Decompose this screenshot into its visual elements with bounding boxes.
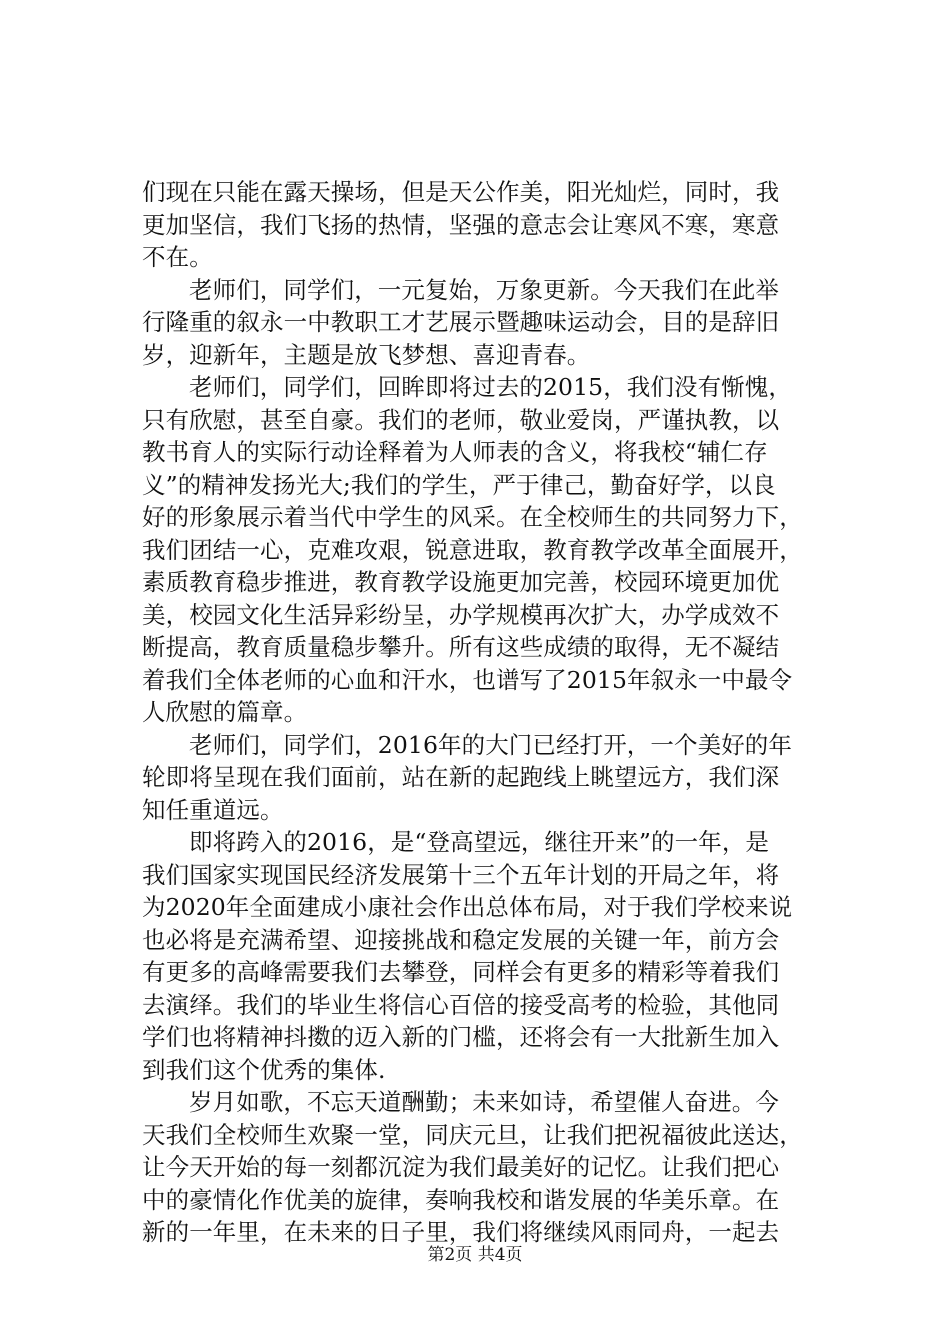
text-line: 断提高，教育质量稳步攀升。所有这些成绩的取得，无不凝结 xyxy=(142,633,780,661)
text-line: 去演绎。我们的毕业生将信心百倍的接受高考的检验，其他同 xyxy=(142,990,780,1019)
text-line: 更加坚信，我们飞扬的热情，坚强的意志会让寒风不寒，寒意 xyxy=(142,210,780,239)
text-line: 只有欣慰，甚至自豪。我们的老师，敬业爱岗，严谨执教，以 xyxy=(142,405,780,434)
text-line: 轮即将呈现在我们面前，站在新的起跑线上眺望远方，我们深 xyxy=(142,763,780,791)
text-line: 义”的精神发扬光大;我们的学生，严于律己，勤奋好学，以良 xyxy=(142,470,776,499)
text-line: 岁月如歌，不忘天道酬勤；未来如诗，希望催人奋进。今 xyxy=(189,1088,779,1116)
text-line: 行隆重的叙永一中教职工才艺展示暨趣味运动会，目的是辞旧 xyxy=(142,308,780,336)
text-line: 美，校园文化生活异彩纷呈，办学规模再次扩大，办学成效不 xyxy=(142,600,780,629)
text-line: 让今天开始的每一刻都沉淀为我们最美好的记忆。让我们把心 xyxy=(142,1153,780,1181)
paragraph xyxy=(142,176,832,274)
text-line: 不在。 xyxy=(142,243,213,271)
text-line: 老师们，同学们，回眸即将过去的2015，我们没有惭愧， xyxy=(189,373,793,401)
paragraph xyxy=(142,729,832,827)
text-line: 我们团结一心，克难攻艰，锐意进取，教育教学改革全面展开， xyxy=(142,535,803,564)
text-line: 也必将是充满希望、迎接挑战和稳定发展的关键一年，前方会 xyxy=(142,925,780,954)
text-line: 知任重道远。 xyxy=(142,795,284,824)
text-line: 人欣慰的篇章。 xyxy=(142,698,308,726)
text-line: 岁，迎新年，主题是放飞梦想、喜迎青春。 xyxy=(142,340,591,369)
text-line: 即将跨入的2016，是“登高望远，继往开来”的一年，是 xyxy=(189,828,770,856)
text-line: 好的形象展示着当代中学生的风采。在全校师生的共同努力下， xyxy=(142,503,803,531)
text-line: 老师们，同学们，一元复始，万象更新。今天我们在此举 xyxy=(189,275,779,304)
paragraph xyxy=(142,1086,832,1249)
text-line: 学们也将精神抖擞的迈入新的门槛，还将会有一大批新生加入 xyxy=(142,1023,780,1051)
paragraph xyxy=(142,274,832,372)
page-footer: 第2页 共4页 xyxy=(427,1245,523,1265)
text-line: 新的一年里，在未来的日子里，我们将继续风雨同舟，一起去 xyxy=(142,1218,780,1246)
text-line: 我们国家实现国民经济发展第十三个五年计划的开局之年，将 xyxy=(142,860,780,889)
text-line: 天我们全校师生欢聚一堂，同庆元旦，让我们把祝福彼此送达， xyxy=(142,1120,803,1149)
text-line: 着我们全体老师的心血和汗水，也谱写了2015年叙永一中最令 xyxy=(142,665,793,694)
text-line: 老师们，同学们，2016年的大门已经打开，一个美好的年 xyxy=(189,730,793,759)
paragraph xyxy=(142,826,832,1086)
text-line: 素质教育稳步推进，教育教学设施更加完善，校园环境更加优 xyxy=(142,568,780,596)
text-line: 为2020年全面建成小康社会作出总体布局，对于我们学校来说 xyxy=(142,893,793,921)
body-text xyxy=(142,176,832,1249)
text-line: 中的豪情化作优美的旋律，奏响我校和谐发展的华美乐章。在 xyxy=(142,1185,780,1214)
text-line: 有更多的高峰需要我们去攀登，同样会有更多的精彩等着我们 xyxy=(142,958,780,986)
text-line: 们现在只能在露天操场，但是天公作美，阳光灿烂，同时，我 xyxy=(142,178,780,206)
paragraph xyxy=(142,371,832,729)
text-line: 教书育人的实际行动诠释着为人师表的含义，将我校“辅仁存 xyxy=(142,438,768,466)
text-line: 到我们这个优秀的集体. xyxy=(142,1055,386,1084)
